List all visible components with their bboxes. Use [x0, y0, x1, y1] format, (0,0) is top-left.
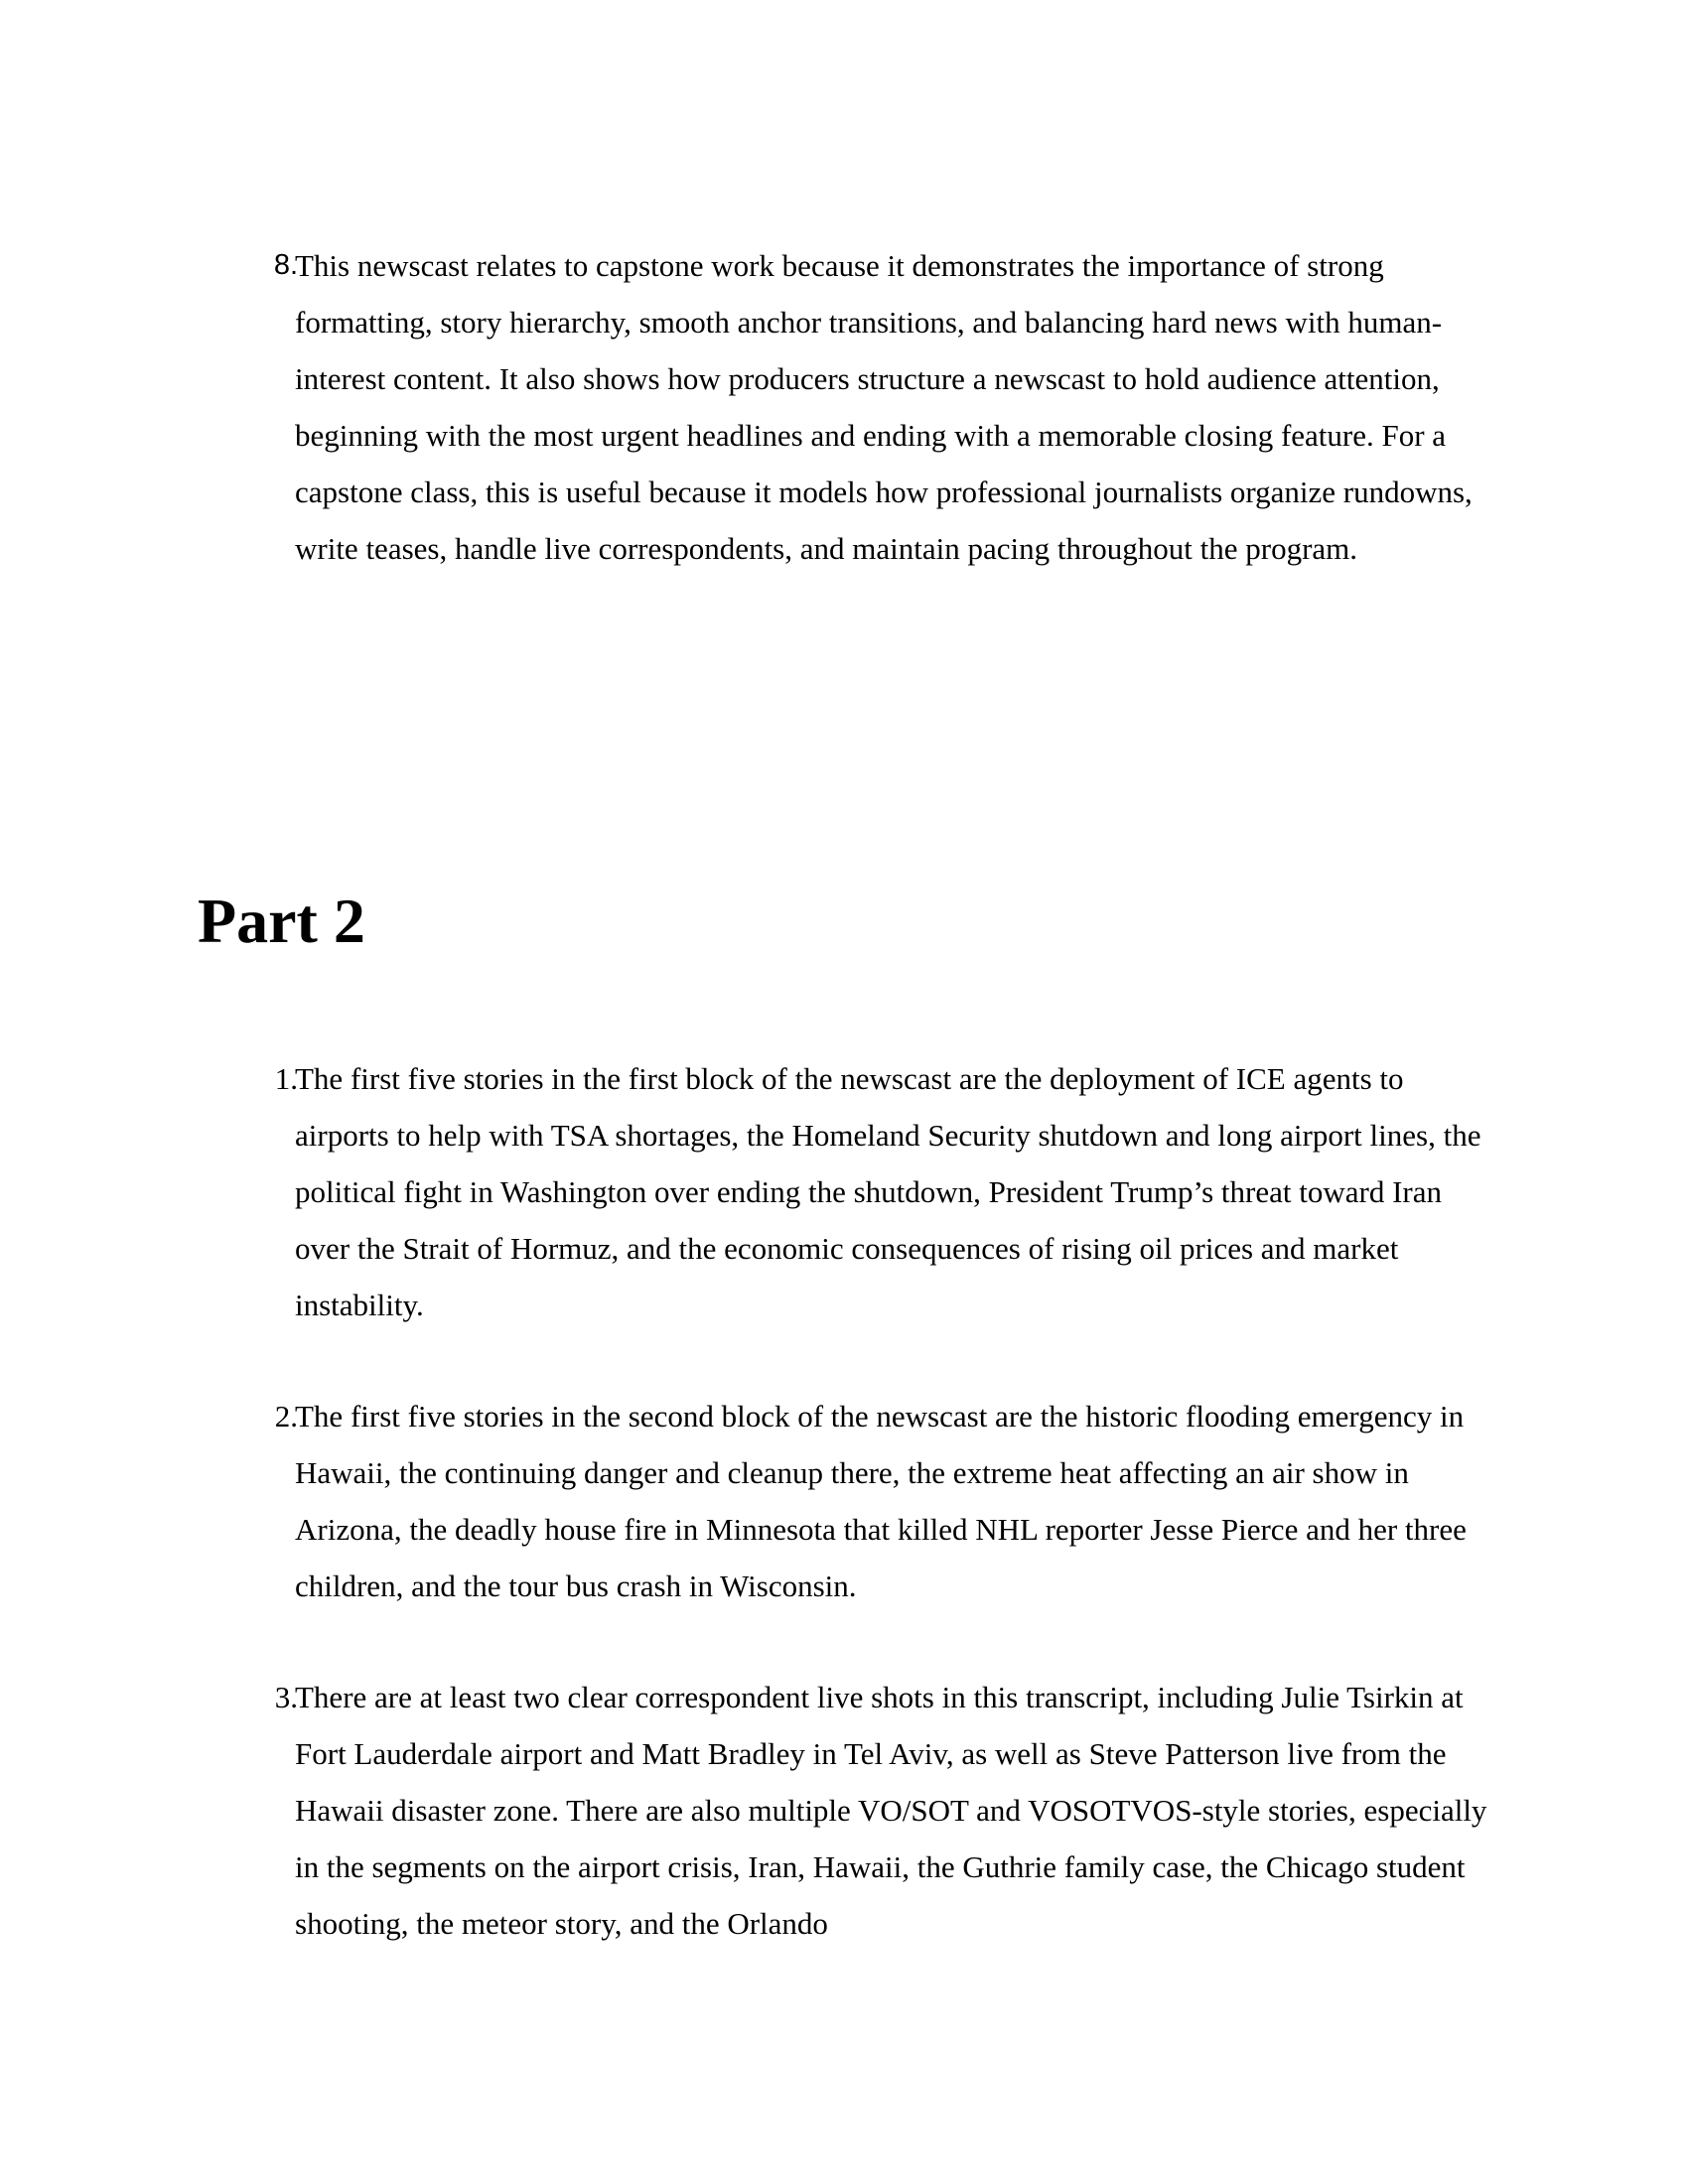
- list-item-number: 1.: [274, 1061, 298, 1096]
- list-item-text: The first five stories in the second block of the newscast are the historic flooding emergency in Hawaii, the continuing danger and cleanup there, the extreme heat affecting an air show in Arizona, the deadly house fire in Minnesota that killed NHL reporter Jesse Pierce and her three children, and the tour bus crash in Wisconsin.: [295, 1399, 1467, 1603]
- section-heading-part-2: Part 2: [198, 886, 365, 956]
- list-item-number: 3.: [274, 1680, 298, 1714]
- list-item-text: There are at least two clear correspondent live shots in this transcript, including Julie Tsirkin at Fort Lauderdale airport and Matt Bradley in Tel Aviv, as well as Steve Patterson live from the Hawaii disaster zone. There are also multiple VO/SOT and VOSOTVOS-style stories, especially in the segments on the airport crisis, Iran, Hawaii, the Guthrie family case, the Chicago student shooting, the meteor story, and the Orlando: [295, 1680, 1487, 1941]
- list-item-number: 8.: [273, 249, 298, 281]
- list-item-text: The first five stories in the first block of the newscast are the deployment of ICE agents to airports to help with TSA shortages, the Homeland Security shutdown and long airport lines, the political fight in Washington over ending the shutdown, President Trump’s threat toward Iran over the Strait of Hormuz, and the economic consequences of rising oil prices and market instability.: [295, 1061, 1481, 1322]
- list-item-number: 2.: [274, 1399, 298, 1433]
- list-item-text: This newscast relates to capstone work because it demonstrates the importance of strong formatting, story hierarchy, smooth anchor transitions, and balancing hard news with human-interest content. It also shows how producers structure a newscast to hold audience attention, beginning with the most urgent headlines and ending with a memorable closing feature. For a capstone class, this is useful because it models how professional journalists organize rundowns, write teases, handle live correspondents, and maintain pacing throughout the program.: [295, 248, 1473, 566]
